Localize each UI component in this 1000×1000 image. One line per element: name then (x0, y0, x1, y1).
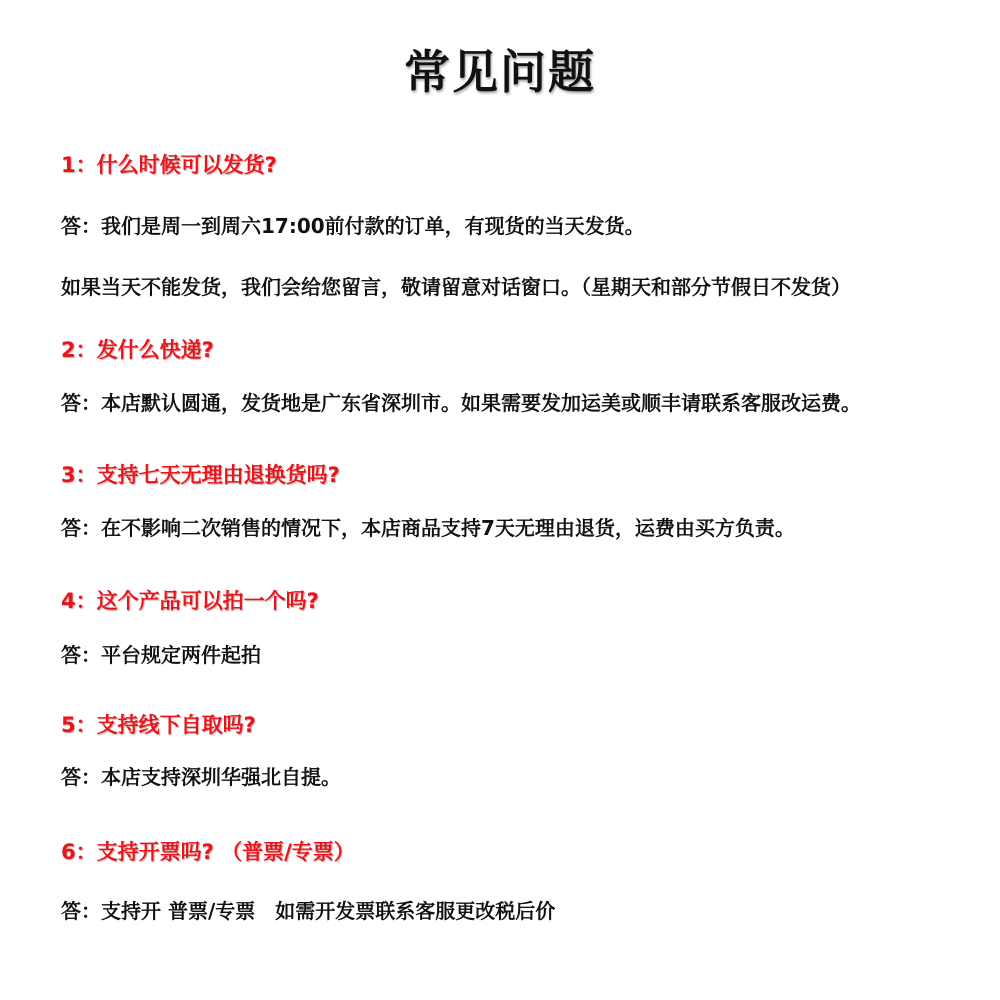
page-title: 常见问题 (404, 45, 596, 99)
faq-question-6: 6：支持开票吗? （普票/专票） (61, 840, 355, 864)
faq-answer-1-line-2: 如果当天不能发货，我们会给您留言，敬请留意对话窗口。（星期天和部分节假日不发货） (61, 275, 851, 299)
faq-answer-5: 答：本店支持深圳华强北自提。 (61, 765, 341, 789)
faq-question-2: 2：发什么快递? (61, 338, 214, 362)
faq-answer-4: 答：平台规定两件起拍 (61, 643, 261, 667)
faq-answer-1-line-1: 答：我们是周一到周六17:00前付款的订单，有现货的当天发货。 (61, 214, 645, 238)
faq-question-5: 5：支持线下自取吗? (61, 713, 256, 737)
faq-question-4: 4：这个产品可以拍一个吗? (61, 589, 319, 613)
faq-question-3: 3：支持七天无理由退换货吗? (61, 463, 340, 487)
faq-answer-3: 答：在不影响二次销售的情况下，本店商品支持7天无理由退货，运费由买方负责。 (61, 516, 795, 540)
faq-answer-2: 答：本店默认圆通，发货地是广东省深圳市。如果需要发加运美或顺丰请联系客服改运费。 (61, 391, 861, 415)
faq-question-1: 1：什么时候可以发货? (61, 153, 277, 177)
faq-answer-6: 答：支持开 普票/专票 如需开发票联系客服更改税后价 (61, 899, 556, 923)
